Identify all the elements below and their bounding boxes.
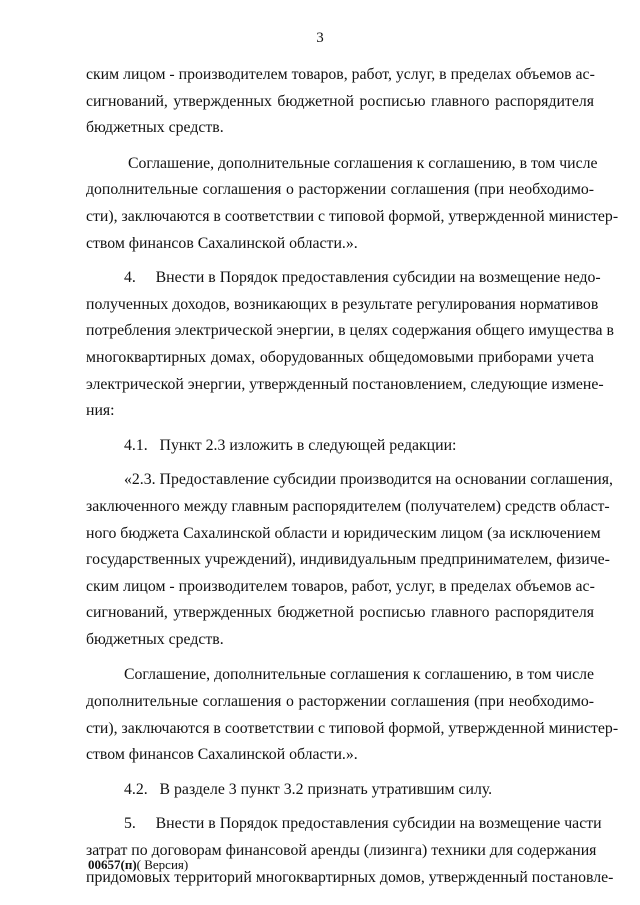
text-line: дополнительные соглашения о расторжении соглашения (при необходимо- xyxy=(86,181,594,199)
text-line: бюджетных средств. xyxy=(86,119,224,137)
text-line: 4. Внести в Порядок предоставления субсидии на возмещение недо- xyxy=(124,269,601,287)
text-line: Соглашение, дополнительные соглашения к соглашению, в том числе xyxy=(124,666,594,684)
paragraph xyxy=(86,777,594,804)
paragraph-cont xyxy=(86,494,610,654)
text-line: многоквартирных домах, оборудованных общедомовыми приборами учета xyxy=(86,348,594,366)
text-line: электрической энергии, утвержденный постановлением, следующие измене- xyxy=(86,375,604,393)
text-line: ством финансов Сахалинской области.». xyxy=(86,746,358,764)
text-line: Соглашение, дополнительные соглашения к соглашению, в том числе xyxy=(128,154,598,172)
text-line: дополнительные соглашения о расторжении соглашения (при необходимо- xyxy=(86,693,594,711)
text-line: 4.2. В разделе 3 пункт 3.2 признать утратившим силу. xyxy=(124,780,493,798)
paragraph xyxy=(86,811,602,838)
paragraph xyxy=(86,265,601,292)
text-line: сти), заключаются в соответствии с типовой формой, утвержденной министер- xyxy=(86,207,619,225)
text-line: 4.1. Пункт 2.3 изложить в следующей редакции: xyxy=(124,436,457,454)
paragraph xyxy=(86,433,594,460)
paragraph-cont xyxy=(86,177,619,257)
text-line: бюджетных средств. xyxy=(86,630,224,648)
text-line: ния: xyxy=(86,402,115,420)
text-line: государственных учреждений), индивидуальным предпринимателем, физиче- xyxy=(86,551,610,569)
paragraph-cont xyxy=(86,689,619,769)
paragraph xyxy=(86,62,594,142)
text-line: ного бюджета Сахалинской области и юридическим лицом (за исключением xyxy=(86,524,601,542)
paragraph-cont xyxy=(86,292,614,425)
page-number: 3 xyxy=(316,30,324,46)
text-line: потребления электрической энергии, в целях содержания общего имущества в xyxy=(86,322,614,340)
paragraph xyxy=(86,662,594,689)
text-line: придомовых территорий многоквартирных домов, утвержденный постановле- xyxy=(86,868,614,886)
text-line: 5. Внести в Порядок предоставления субсидии на возмещение части xyxy=(124,815,602,833)
document-body xyxy=(86,62,619,891)
document-code: 00657(п) xyxy=(88,857,137,872)
text-line: сигнований, утвержденных бюджетной росписью главного распорядителя xyxy=(86,92,594,110)
text-line: затрат по договорам финансовой аренды (лизинга) техники для содержания xyxy=(86,842,597,860)
text-line: ством финансов Сахалинской области.». xyxy=(86,234,358,252)
text-line: «2.3. Предоставление субсидии производится на основании соглашения, xyxy=(124,471,613,489)
text-line: сигнований, утвержденных бюджетной росписью главного распорядителя xyxy=(86,604,594,622)
paragraph xyxy=(86,467,613,494)
text-line: ским лицом - производителем товаров, работ, услуг, в пределах объемов ас- xyxy=(86,66,595,83)
paragraph xyxy=(86,151,598,178)
text-line: ским лицом - производителем товаров, работ, услуг, в пределах объемов ас- xyxy=(86,577,595,595)
footer xyxy=(88,857,188,873)
text-line: полученных доходов, возникающих в результате регулирования нормативов xyxy=(86,295,599,313)
text-line: заключенного между главным распорядителем (получателем) средств област- xyxy=(86,497,610,515)
document-version: ( Версия) xyxy=(136,857,189,872)
text-line: сти), заключаются в соответствии с типовой формой, утвержденной министер- xyxy=(86,719,619,737)
